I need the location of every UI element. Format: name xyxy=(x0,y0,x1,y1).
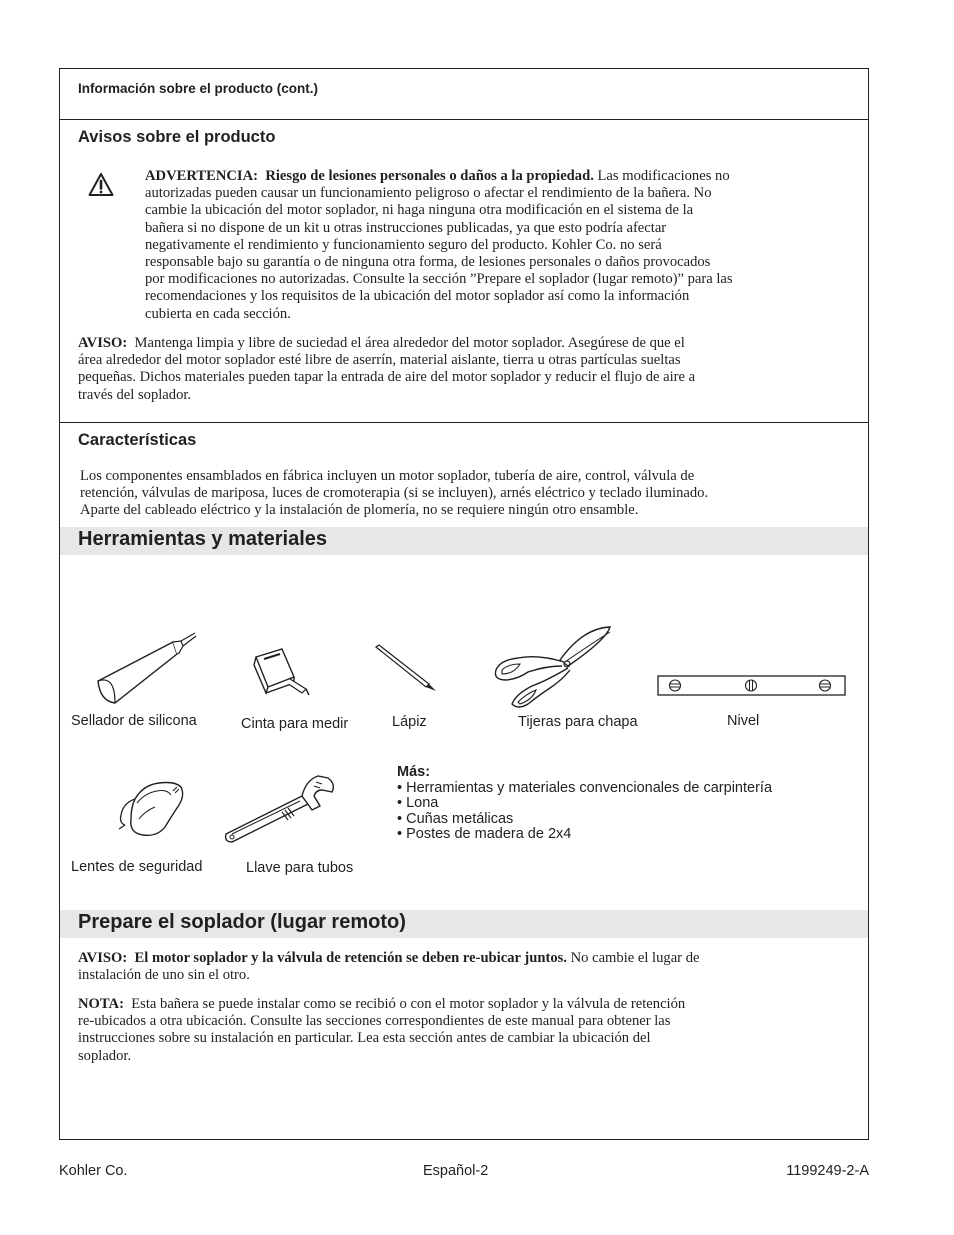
aviso-line: área alrededor del motor soplador esté libre de aserrín, material aislante, tierra u otras partículas sueltas xyxy=(78,352,681,369)
caption-tijeras: Tijeras para chapa xyxy=(518,714,638,730)
context-header: Información sobre el producto (cont.) xyxy=(78,81,319,96)
prepare-aviso-line xyxy=(78,950,858,967)
pencil-icon xyxy=(374,644,440,694)
warning-text: Las modificaciones no xyxy=(597,168,730,184)
aviso-line: través del soplador. xyxy=(78,386,192,403)
caption-cinta: Cinta para medir xyxy=(241,716,349,732)
caracteristicas-line: Los componentes ensamblados en fábrica incluyen un motor soplador, tubería de aire, control, válvula de xyxy=(80,468,695,484)
warning-triangle-icon xyxy=(88,172,114,197)
silicone-sealant-icon xyxy=(95,631,200,706)
divider xyxy=(60,119,868,120)
caption-nivel: Nivel xyxy=(727,713,760,729)
aviso-paragraph xyxy=(78,335,858,404)
pipe-wrench-icon xyxy=(222,774,340,846)
caption-sellador: Sellador de silicona xyxy=(71,713,197,729)
caracteristicas-line: retención, válvulas de mariposa, luces de cromoterapia (si se incluyen), arnés eléctrico y teclado iluminado. xyxy=(80,485,709,502)
warning-label: ADVERTENCIA: xyxy=(145,168,259,184)
mas-item: • Herramientas y materiales convencionales de carpintería xyxy=(397,779,773,796)
aviso-line xyxy=(78,335,858,352)
warning-line: negativamente el rendimiento y funcionamiento seguro del producto. Kohler Co. no será xyxy=(145,236,662,253)
aviso-line: pequeñas. Dichos materiales pueden tapar la entrada de aire del motor soplador y reducir el flujo de aire a xyxy=(78,369,696,386)
section-title-herramientas: Herramientas y materiales xyxy=(78,528,328,550)
mas-list xyxy=(397,765,772,843)
prepare-aviso-bold: El motor soplador y la válvula de retención se deben re-ubicar juntos. xyxy=(134,950,567,966)
tin-snips-icon xyxy=(488,624,614,710)
nota-line: instrucciones sobre su instalación en particular. Lea esta sección antes de cambiar la ubicación del xyxy=(78,1030,651,1047)
mas-item: • Cuñas metálicas xyxy=(397,810,514,827)
section-bar-prepare xyxy=(60,910,868,938)
nota-line: re-ubicados a otra ubicación. Consulte las secciones correspondientes de este manual para obtener las xyxy=(78,1013,671,1030)
caracteristicas-line: Aparte del cableado eléctrico y la instalación de plomería, no se requiere ningún otro ensamble. xyxy=(80,502,639,519)
warning-line: bañera si no dispone de un kit u otras instrucciones publicadas, ya que esto podría afectar xyxy=(145,219,667,236)
prepare-aviso-paragraph xyxy=(78,950,858,984)
footer-document-number: 1199249-2-A xyxy=(786,1163,869,1179)
safety-glasses-icon xyxy=(115,777,187,841)
warning-line: cambie la ubicación del motor soplador, ni haga ninguna otra modificación en el sistema de la xyxy=(145,202,694,219)
warning-line: recomendaciones y los requisitos de la ubicación del motor soplador así como la información xyxy=(145,288,690,305)
tape-measure-icon xyxy=(252,647,314,699)
section-bar-herramientas xyxy=(60,527,868,555)
warning-paragraph xyxy=(145,168,860,323)
footer-page-number: Español-2 xyxy=(423,1163,489,1179)
prepare-aviso-line: instalación de uno sin el otro. xyxy=(78,967,250,984)
nota-text: Esta bañera se puede instalar como se recibió o con el motor soplador y la válvula de retención xyxy=(131,996,686,1012)
caracteristicas-paragraph xyxy=(80,468,860,520)
content-frame xyxy=(59,68,869,1140)
warning-line: por modificaciones no autorizadas. Consulte la sección ”Prepare el soplador (lugar remoto)” para las xyxy=(145,271,733,288)
level-icon xyxy=(657,675,847,697)
footer-left: Kohler Co. xyxy=(59,1163,128,1179)
mas-item: • Postes de madera de 2x4 xyxy=(397,826,572,843)
mas-item: • Lona xyxy=(397,795,439,812)
nota-line: soplador. xyxy=(78,1047,132,1064)
aviso-text: Mantenga limpia y libre de suciedad el área alrededor del motor soplador. Asegúrese de que el xyxy=(134,335,685,351)
warning-line xyxy=(145,168,860,185)
prepare-aviso-label: AVISO: xyxy=(78,950,128,966)
warning-bold-text: Riesgo de lesiones personales o daños a la propiedad. xyxy=(265,168,594,184)
section-title-prepare: Prepare el soplador (lugar remoto) xyxy=(78,911,406,933)
nota-paragraph xyxy=(78,996,858,1065)
prepare-aviso-text: No cambie el lugar de xyxy=(570,950,700,966)
mas-title: Más: xyxy=(397,764,431,780)
divider xyxy=(60,422,868,423)
caption-llave: Llave para tubos xyxy=(246,860,354,876)
section-title-caracteristicas: Características xyxy=(78,431,197,449)
aviso-label: AVISO: xyxy=(78,335,128,351)
caption-lapiz: Lápiz xyxy=(392,714,427,730)
section-title-avisos: Avisos sobre el producto xyxy=(78,128,276,146)
warning-line: autorizadas pueden causar un funcionamiento peligroso o afectar el rendimiento de la bañera. No xyxy=(145,185,712,202)
nota-label: NOTA: xyxy=(78,996,124,1012)
warning-line: responsable bajo su garantía o de ninguna otra forma, de lesiones personales o daños provocados xyxy=(145,254,711,271)
warning-line: cubierta en cada sección. xyxy=(145,305,291,322)
caption-lentes: Lentes de seguridad xyxy=(71,859,203,875)
nota-line xyxy=(78,996,858,1013)
